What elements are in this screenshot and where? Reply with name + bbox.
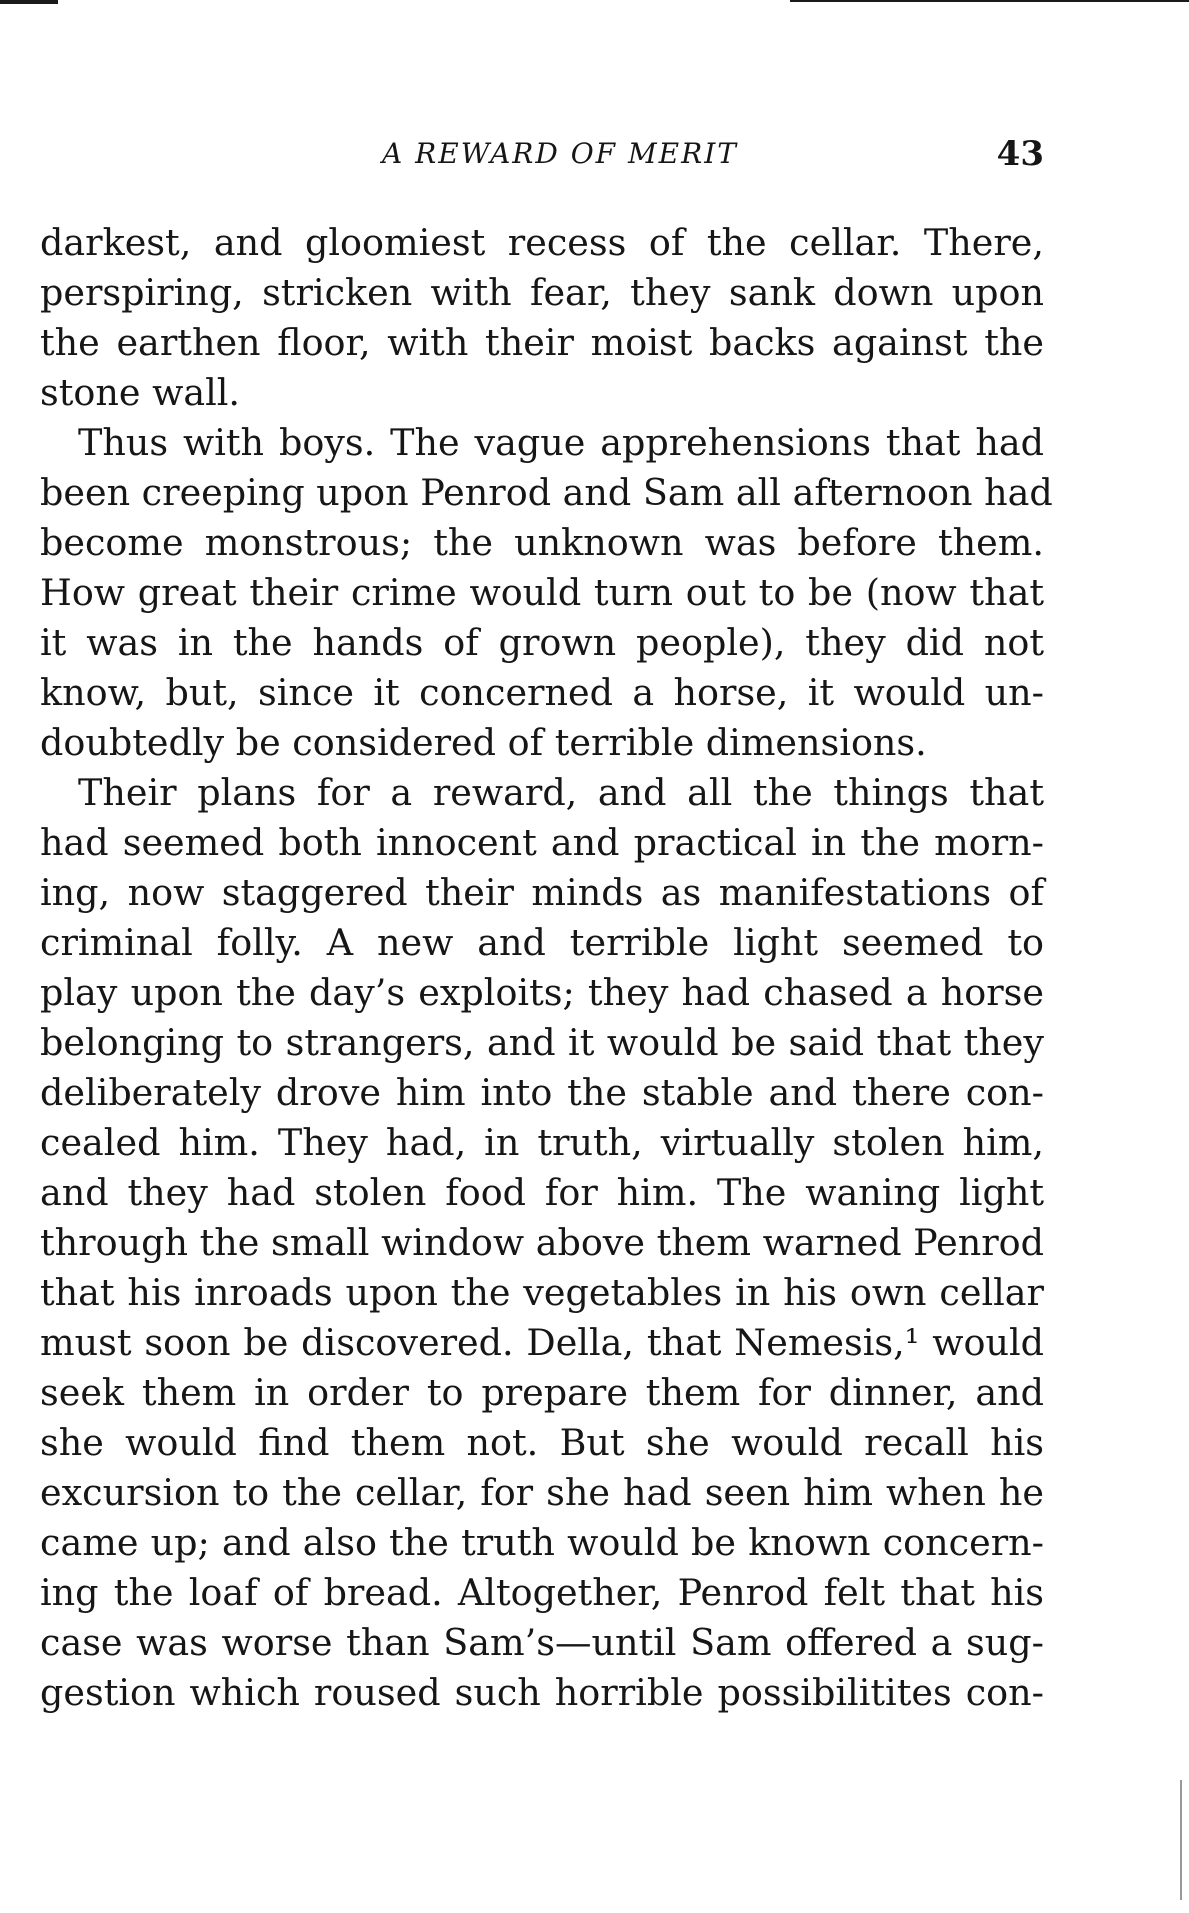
text-line: become monstrous; the unknown was before them.	[40, 521, 1044, 564]
text-line: perspiring, stricken with fear, they sank down upon	[40, 271, 1044, 314]
text-line: been creeping upon Penrod and Sam all afternoon had	[40, 471, 1053, 514]
text-line: know, but, since it concerned a horse, it would un-	[40, 671, 1044, 714]
scan-edge-mark-left	[0, 0, 58, 4]
text-line: came up; and also the truth would be known concern-	[40, 1521, 1044, 1564]
text-line: seek them in order to prepare them for dinner, and	[40, 1371, 1044, 1414]
text-line: she would find them not. But she would recall his	[40, 1421, 1044, 1464]
text-line: deliberately drove him into the stable and there con-	[40, 1071, 1044, 1114]
text-line: ing, now staggered their minds as manifestations of	[40, 871, 1044, 914]
text-line: case was worse than Sam’s—until Sam offered a sug-	[40, 1621, 1044, 1664]
text-line: belonging to strangers, and it would be said that they	[40, 1021, 1044, 1064]
text-line: play upon the day’s exploits; they had chased a horse	[40, 971, 1044, 1014]
text-line: Their plans for a reward, and all the things that	[78, 771, 1044, 814]
text-line: Thus with boys. The vague apprehensions that had	[78, 421, 1044, 464]
text-line: had seemed both innocent and practical in the morn-	[40, 821, 1044, 864]
text-line: ing the loaf of bread. Altogether, Penrod felt that his	[40, 1571, 1044, 1614]
body-text	[40, 218, 1053, 1718]
text-line: must soon be discovered. Della, that Nemesis,¹ would	[40, 1321, 1044, 1364]
text-line: gestion which roused such horrible possibilitites con-	[40, 1671, 1044, 1714]
text-line: the earthen floor, with their moist backs against the	[40, 321, 1044, 364]
text-line: that his inroads upon the vegetables in his own cellar	[40, 1271, 1044, 1314]
text-line: through the small window above them warned Penrod	[40, 1221, 1044, 1264]
text-line: and they had stolen food for him. The waning light	[40, 1171, 1044, 1214]
text-line: cealed him. They had, in truth, virtually stolen him,	[40, 1121, 1044, 1164]
text-line: criminal folly. A new and terrible light seemed to	[40, 921, 1044, 964]
text-line: doubtedly be considered of terrible dimensions.	[40, 721, 927, 764]
running-title: A REWARD OF MERIT	[382, 137, 738, 170]
scan-edge-mark-right	[790, 0, 1189, 2]
scan-edge-mark-margin	[1180, 1780, 1182, 1900]
running-head	[40, 136, 1044, 180]
text-line: How great their crime would turn out to be (now that	[40, 571, 1044, 614]
text-line: it was in the hands of grown people), they did not	[40, 621, 1044, 664]
text-line: stone wall.	[40, 371, 241, 414]
text-line: darkest, and gloomiest recess of the cellar. There,	[40, 221, 1044, 264]
text-line: excursion to the cellar, for she had seen him when he	[40, 1471, 1044, 1514]
page-number: 43	[996, 134, 1044, 174]
